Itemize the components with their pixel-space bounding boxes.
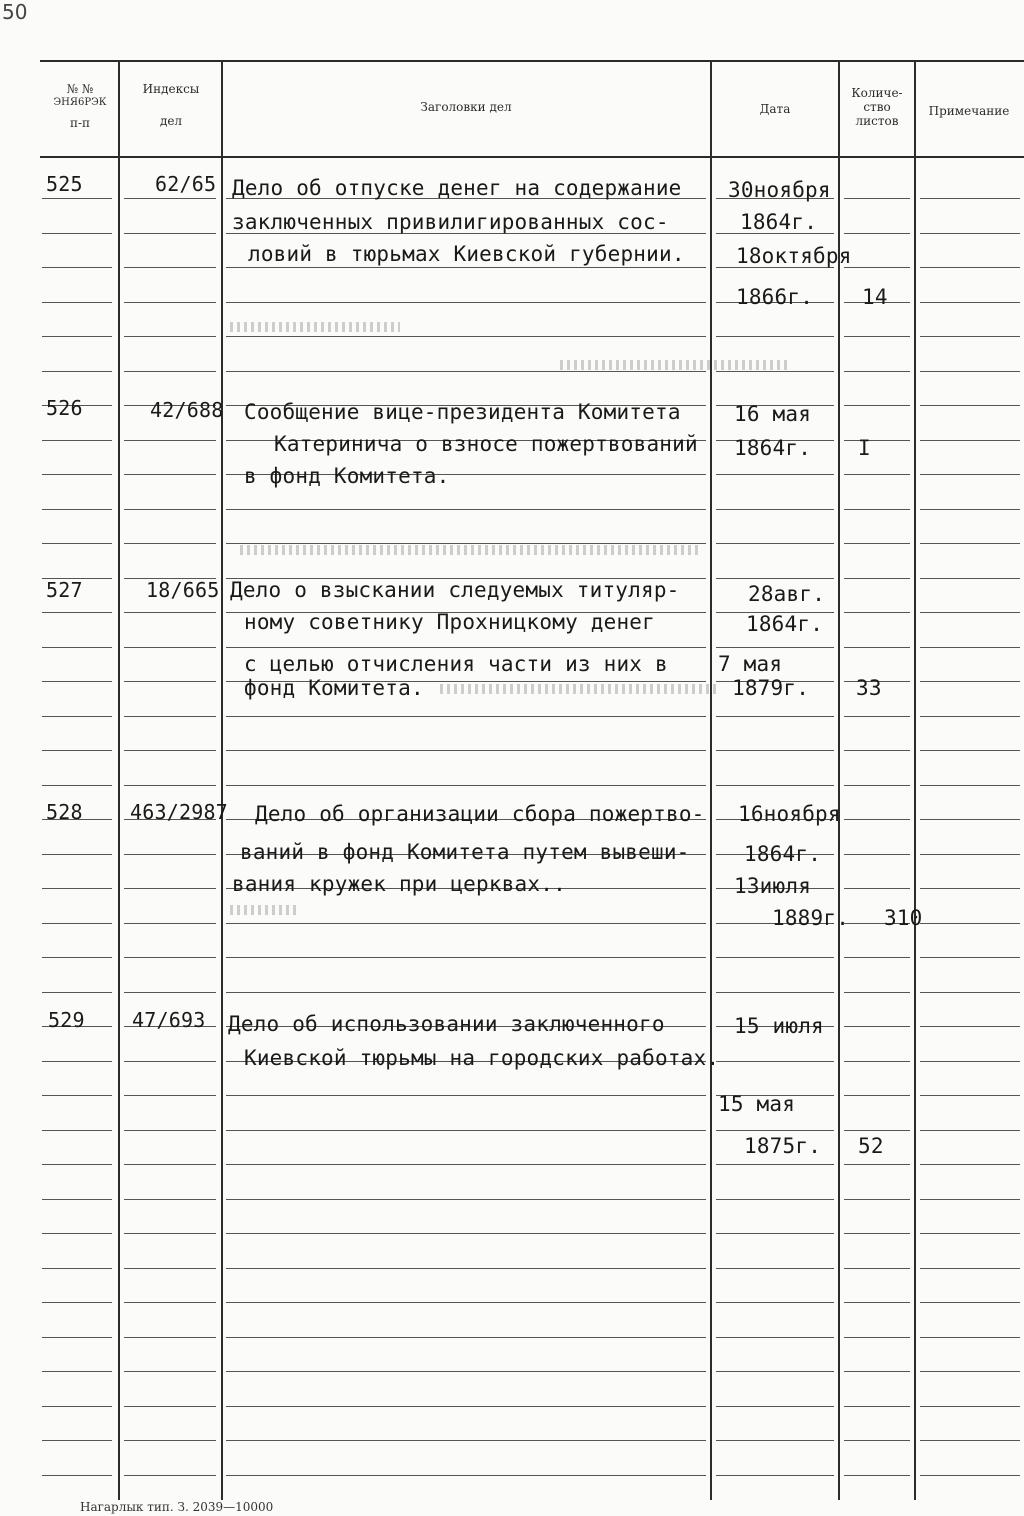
ruled-line (716, 578, 834, 579)
ruled-line (124, 1164, 216, 1165)
ruled-line (920, 992, 1020, 993)
ruled-line (42, 1475, 112, 1476)
ruled-line (226, 543, 706, 544)
ruled-line (226, 267, 706, 268)
ruled-line (42, 1164, 112, 1165)
ruled-line (42, 854, 112, 855)
ruled-line (716, 716, 834, 717)
ruled-line (42, 198, 112, 199)
ruled-line (124, 440, 216, 441)
ruled-line (42, 1130, 112, 1131)
ruled-line (226, 1302, 706, 1303)
ruled-line (920, 923, 1020, 924)
ruled-line (42, 647, 112, 648)
ruled-line (42, 888, 112, 889)
column-divider-2 (221, 60, 223, 1500)
ruled-line (844, 1440, 910, 1441)
ruled-line (42, 612, 112, 613)
record-title-line: Дело о взыскании следуемых титуляр- (230, 578, 680, 602)
bleed-through-mark (440, 684, 720, 694)
ruled-line (226, 1199, 706, 1200)
record-index: 62/65 (155, 172, 217, 196)
ruled-line (920, 854, 1020, 855)
ruled-line (844, 1371, 910, 1372)
ruled-line (124, 267, 216, 268)
ruled-line (124, 336, 216, 337)
ruled-line (226, 992, 706, 993)
ruled-line (716, 1337, 834, 1338)
ruled-line (124, 750, 216, 751)
ruled-line (226, 509, 706, 510)
record-sheet-count: 52 (858, 1134, 884, 1158)
ruled-line (124, 1440, 216, 1441)
ruled-line (716, 1440, 834, 1441)
ruled-line (124, 1233, 216, 1234)
ruled-line (844, 267, 910, 268)
ruled-line (124, 716, 216, 717)
record-date: 30ноября (728, 178, 831, 202)
ruled-line (844, 198, 910, 199)
ruled-line (716, 1233, 834, 1234)
ruled-line (920, 1268, 1020, 1269)
column-divider-3 (710, 60, 712, 1500)
ruled-line (844, 716, 910, 717)
ruled-line (42, 371, 112, 372)
ruled-line (716, 1130, 834, 1131)
printer-footer: Нагарлык тип. З. 2039—10000 (80, 1500, 274, 1514)
ruled-line (844, 1302, 910, 1303)
ruled-line (226, 1475, 706, 1476)
ruled-line (716, 509, 834, 510)
ruled-line (844, 509, 910, 510)
ruled-line (226, 1440, 706, 1441)
ruled-line (844, 233, 910, 234)
ruled-line (226, 1337, 706, 1338)
ruled-line (124, 474, 216, 475)
record-sheet-count: 310 (884, 906, 923, 930)
ruled-line (920, 474, 1020, 475)
record-date: 15 июля (734, 1014, 824, 1038)
ruled-line (226, 923, 706, 924)
ruled-line (42, 681, 112, 682)
ruled-line (920, 509, 1020, 510)
ruled-line (226, 302, 706, 303)
ruled-line (226, 957, 706, 958)
record-number: 527 (46, 578, 83, 602)
ruled-line (716, 1061, 834, 1062)
ruled-line (124, 1130, 216, 1131)
ruled-line (226, 1268, 706, 1269)
header-note: Примечание (928, 104, 1010, 118)
ruled-line (716, 1199, 834, 1200)
ruled-line (42, 1061, 112, 1062)
ruled-line (920, 1475, 1020, 1476)
ruled-line (124, 509, 216, 510)
ruled-line (716, 1475, 834, 1476)
record-title-line: Киевской тюрьмы на городских работах. (244, 1046, 720, 1070)
ruled-line (42, 992, 112, 993)
record-index: 18/665 (146, 578, 220, 602)
ruled-line (844, 819, 910, 820)
record-number: 526 (46, 396, 83, 420)
ruled-line (226, 1233, 706, 1234)
ruled-line (920, 647, 1020, 648)
record-number: 528 (46, 800, 83, 824)
ruled-line (920, 1061, 1020, 1062)
ruled-line (920, 1164, 1020, 1165)
ruled-line (920, 716, 1020, 717)
ruled-line (920, 1337, 1020, 1338)
record-sheet-count: 14 (862, 285, 888, 309)
ruled-line (124, 1199, 216, 1200)
ruled-line (42, 509, 112, 510)
ruled-line (124, 198, 216, 199)
ruled-line (844, 1061, 910, 1062)
ruled-line (42, 1302, 112, 1303)
ruled-line (124, 1337, 216, 1338)
ruled-line (920, 1302, 1020, 1303)
ruled-line (920, 888, 1020, 889)
ruled-line (844, 336, 910, 337)
ruled-line (844, 1268, 910, 1269)
ruled-line (716, 1268, 834, 1269)
record-title-line: ваний в фонд Комитета путем вывеши- (240, 840, 690, 864)
ruled-line (920, 957, 1020, 958)
ruled-line (124, 612, 216, 613)
ruled-line (844, 992, 910, 993)
ruled-line (920, 336, 1020, 337)
ruled-line (716, 992, 834, 993)
ruled-line (42, 336, 112, 337)
ruled-line (844, 750, 910, 751)
ruled-line (42, 1406, 112, 1407)
ruled-line (716, 785, 834, 786)
ruled-line (920, 1233, 1020, 1234)
record-date: 7 мая (718, 652, 783, 676)
ruled-line (716, 1406, 834, 1407)
record-date: 13июля (734, 874, 812, 898)
record-sheet-count: I (858, 436, 871, 460)
ruled-line (844, 474, 910, 475)
ruled-line (42, 474, 112, 475)
ruled-line (844, 854, 910, 855)
ruled-line (42, 543, 112, 544)
ruled-line (226, 1371, 706, 1372)
ruled-line (42, 1268, 112, 1269)
ruled-line (920, 612, 1020, 613)
header-top-rule (40, 60, 1024, 62)
ruled-line (920, 233, 1020, 234)
bleed-through-mark (230, 322, 400, 332)
column-divider-5 (914, 60, 916, 1500)
ruled-line (42, 267, 112, 268)
ruled-line (844, 612, 910, 613)
ruled-line (226, 647, 706, 648)
record-date: 1864г. (744, 842, 822, 866)
ruled-line (124, 681, 216, 682)
ruled-line (124, 647, 216, 648)
header-bottom-rule (40, 156, 1024, 158)
header-index: Индексы дел (142, 82, 200, 128)
ruled-line (42, 302, 112, 303)
bleed-through-mark (240, 545, 700, 555)
ruled-line (716, 750, 834, 751)
record-date: 28авг. (748, 582, 826, 606)
header-count: Количе- ство листов (851, 86, 903, 128)
column-divider-4 (838, 60, 840, 1500)
ruled-line (920, 371, 1020, 372)
record-title-line: фонд Комитета. (244, 676, 424, 700)
ruled-line (844, 957, 910, 958)
ruled-line (920, 405, 1020, 406)
ruled-line (226, 1095, 706, 1096)
ruled-line (42, 716, 112, 717)
ruled-line (920, 198, 1020, 199)
ruled-line (42, 785, 112, 786)
ruled-line (226, 750, 706, 751)
ruled-line (42, 1371, 112, 1372)
ruled-line (844, 405, 910, 406)
record-title-line: ловий в тюрьмах Киевской губернии. (248, 242, 685, 266)
ruled-line (124, 957, 216, 958)
ruled-line (124, 1371, 216, 1372)
ruled-line (844, 1026, 910, 1027)
ruled-line (920, 1371, 1020, 1372)
ruled-line (844, 1095, 910, 1096)
bleed-through-mark (560, 360, 790, 370)
record-title-line: Сообщение вице-президента Комитета (244, 400, 681, 424)
ruled-line (844, 371, 910, 372)
ruled-line (42, 1233, 112, 1234)
ruled-line (920, 440, 1020, 441)
ruled-line (844, 1199, 910, 1200)
record-number: 529 (48, 1008, 85, 1032)
ruled-line (42, 440, 112, 441)
ruled-line (844, 578, 910, 579)
corner-mark: 50 (2, 0, 28, 24)
header-no: № № ЭНЯ6РЭК п-п (53, 82, 107, 130)
ruled-line (920, 267, 1020, 268)
ruled-line (124, 543, 216, 544)
ruled-line (124, 1302, 216, 1303)
ruled-line (124, 1268, 216, 1269)
ruled-line (920, 1095, 1020, 1096)
ruled-line (124, 1406, 216, 1407)
record-date: 16ноября (738, 802, 841, 826)
ruled-line (124, 1061, 216, 1062)
ruled-line (716, 474, 834, 475)
ruled-line (920, 578, 1020, 579)
ruled-line (920, 543, 1020, 544)
ruled-line (124, 1095, 216, 1096)
record-date: 16 мая (734, 402, 812, 426)
record-date: 15 мая (718, 1092, 796, 1116)
ruled-line (920, 1026, 1020, 1027)
ruled-line (42, 1095, 112, 1096)
ruled-line (844, 1406, 910, 1407)
ruled-line (124, 302, 216, 303)
ruled-line (42, 923, 112, 924)
ruled-line (920, 1440, 1020, 1441)
ruled-line (844, 1233, 910, 1234)
record-number: 525 (46, 172, 83, 196)
ruled-line (124, 888, 216, 889)
ruled-line (226, 1406, 706, 1407)
ruled-line (124, 1475, 216, 1476)
ruled-line (42, 1337, 112, 1338)
record-date: 1864г. (740, 210, 818, 234)
bleed-through-mark (230, 905, 300, 915)
ruled-line (844, 440, 910, 441)
record-date: 1866г. (736, 285, 814, 309)
record-date: 1879г. (732, 676, 810, 700)
ruled-line (716, 1371, 834, 1372)
ruled-line (226, 371, 706, 372)
ruled-line (844, 1337, 910, 1338)
record-date: 1864г. (746, 612, 824, 636)
record-index: 47/693 (132, 1008, 206, 1032)
ruled-line (124, 923, 216, 924)
ruled-line (226, 336, 706, 337)
record-title-line: заключенных привилигированных сос- (232, 210, 669, 234)
ruled-line (844, 647, 910, 648)
ruled-line (226, 1130, 706, 1131)
ruled-line (124, 371, 216, 372)
record-title-line: Катеринича о взносе пожертвований (274, 432, 698, 456)
ruled-line (920, 819, 1020, 820)
ruled-line (124, 854, 216, 855)
ruled-line (124, 785, 216, 786)
record-title-line: Дело об организации сбора пожертво- (255, 802, 705, 826)
ruled-line (920, 1406, 1020, 1407)
column-divider-1 (118, 60, 120, 1500)
ruled-line (42, 957, 112, 958)
record-title-line: с целью отчисления части из них в (244, 652, 668, 676)
record-date: 18октября (736, 244, 852, 268)
ruled-line (716, 1302, 834, 1303)
record-title-line: ному советнику Прохницкому денег (244, 610, 655, 634)
ruled-line (124, 992, 216, 993)
ruled-line (920, 785, 1020, 786)
record-sheet-count: 33 (856, 676, 882, 700)
record-title-line: Дело об отпуске денег на содержание (232, 176, 682, 200)
ruled-line (42, 1199, 112, 1200)
ruled-line (42, 233, 112, 234)
ruled-line (844, 888, 910, 889)
ruled-line (716, 371, 834, 372)
ruled-line (42, 1440, 112, 1441)
ruled-line (226, 785, 706, 786)
ruled-line (844, 785, 910, 786)
ruled-line (716, 957, 834, 958)
ruled-line (920, 1130, 1020, 1131)
ruled-line (844, 1130, 910, 1131)
header-title: Заголовки дел (420, 100, 512, 114)
ruled-line (920, 750, 1020, 751)
record-title-line: вания кружек при церквах.. (232, 872, 566, 896)
ruled-line (716, 647, 834, 648)
record-date: 1889г. (772, 906, 850, 930)
header-date: Дата (759, 102, 791, 116)
ruled-line (226, 716, 706, 717)
ruled-line (124, 233, 216, 234)
record-title-line: в фонд Комитета. (244, 464, 450, 488)
ruled-line (42, 750, 112, 751)
record-index: 463/2987 (130, 800, 228, 824)
ruled-line (920, 1199, 1020, 1200)
record-date: 1864г. (734, 436, 812, 460)
record-date: 1875г. (744, 1134, 822, 1158)
ruled-line (920, 302, 1020, 303)
ruled-line (844, 543, 910, 544)
ruled-line (844, 1164, 910, 1165)
record-index: 42/688 (150, 398, 224, 422)
ruled-line (920, 681, 1020, 682)
ruled-line (226, 1164, 706, 1165)
ruled-line (716, 543, 834, 544)
ruled-line (716, 336, 834, 337)
ruled-line (716, 1164, 834, 1165)
record-title-line: Дело об использовании заключенного (228, 1012, 665, 1036)
ruled-line (844, 1475, 910, 1476)
